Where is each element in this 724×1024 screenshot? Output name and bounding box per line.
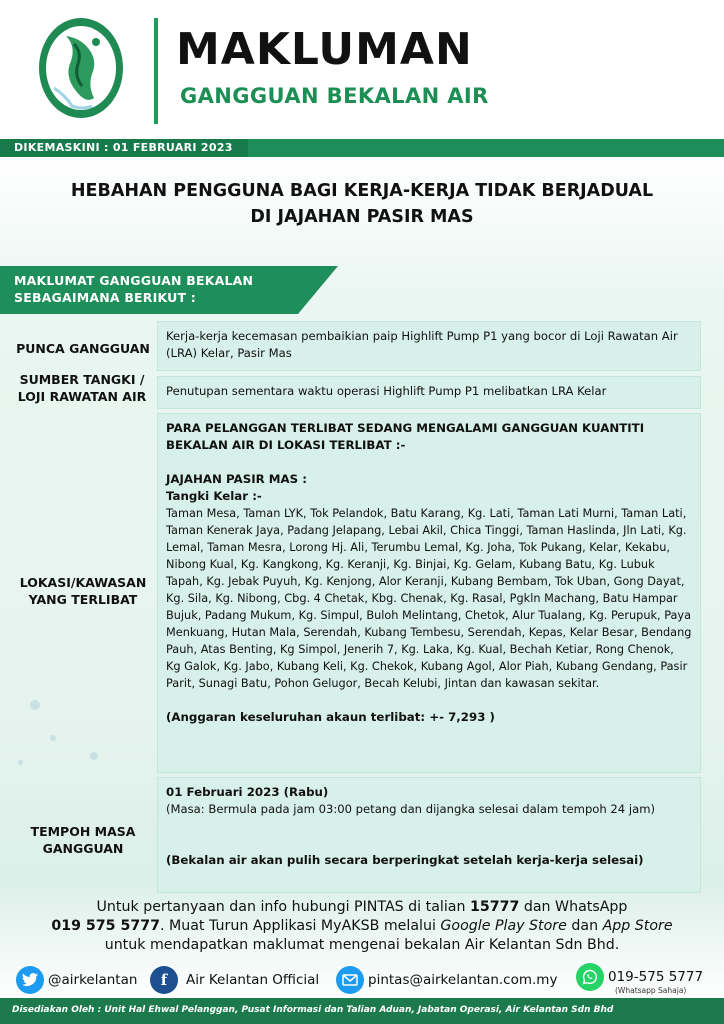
tempoh-label-line-2: GANGGUAN xyxy=(42,841,124,856)
lokasi-district: JAJAHAN PASIR MAS : xyxy=(166,472,307,486)
tempoh-date: 01 Februari 2023 (Rabu) xyxy=(166,785,329,799)
google-play-text: Google Play Store xyxy=(440,918,567,934)
whatsapp-icon xyxy=(576,963,604,991)
pintas-number: 15777 xyxy=(469,899,520,915)
twitter-handle: @airkelantan xyxy=(48,972,138,988)
tempoh-label-line-1: TEMPOH MASA xyxy=(30,824,136,839)
whatsapp-number: 019 575 5777 xyxy=(51,918,160,934)
punca-box xyxy=(157,321,701,371)
lokasi-label-line-1: LOKASI/KAWASAN xyxy=(19,575,147,590)
twitter-link[interactable] xyxy=(16,965,137,995)
row-label-tempoh xyxy=(10,823,156,857)
facebook-link[interactable] xyxy=(150,965,319,995)
footer-bar xyxy=(0,998,724,1024)
app-store-text: App Store xyxy=(602,918,673,934)
water-drop-decoration xyxy=(30,700,40,710)
facebook-icon: f xyxy=(150,966,178,994)
update-date: DIKEMASKINI : 01 FEBRUARI 2023 xyxy=(14,141,233,154)
tempoh-note: (Bekalan air akan pulih secara berperingkat setelah kerja-kerja selesai) xyxy=(166,853,644,867)
lokasi-intro: PARA PELANGGAN TERLIBAT SEDANG MENGALAMI GANGGUAN KUANTITI BEKALAN AIR DI LOKASI TERLIBAT :- xyxy=(166,421,645,452)
tempoh-time: (Masa: Bermula pada jam 03:00 petang dan dijangka selesai dalam tempoh 24 jam) xyxy=(166,802,656,816)
sumber-text: Penutupan sementara waktu operasi Highlift Pump P1 melibatkan LRA Kelar xyxy=(166,384,607,398)
contact-line-2: 019 575 5777. Muat Turun Applikasi MyAKSB melalui Google Play Store dan App Store xyxy=(51,918,673,934)
email-address: pintas@airkelantan.com.my xyxy=(368,972,558,988)
page-title: MAKLUMAN xyxy=(176,24,473,75)
twitter-icon xyxy=(16,966,44,994)
water-drop-decoration xyxy=(90,752,98,760)
lokasi-box xyxy=(157,413,701,773)
punca-text: Kerja-kerja kecemasan pembaikian paip Highlift Pump P1 yang bocor di Loji Rawatan Air (LRA) Kelar, Pasir Mas xyxy=(166,329,678,360)
tempoh-box xyxy=(157,777,701,893)
heading-line-2: DI JAJAHAN PASIR MAS xyxy=(250,207,474,227)
punca-label-text: PUNCA GANGGUAN xyxy=(16,341,150,356)
contact-line-1: Untuk pertanyaan dan info hubungi PINTAS di talian 15777 dan WhatsApp xyxy=(96,899,628,915)
row-label-punca xyxy=(10,340,156,357)
page-subtitle: GANGGUAN BEKALAN AIR xyxy=(180,84,489,108)
notice-heading xyxy=(0,178,724,230)
row-label-sumber xyxy=(6,371,158,405)
section-line-1: MAKLUMAT GANGGUAN BEKALAN xyxy=(14,273,254,288)
water-drop-decoration xyxy=(50,735,56,741)
row-label-lokasi xyxy=(10,574,156,608)
contact-line-3: untuk mendapatkan maklumat mengenai bekalan Air Kelantan Sdn Bhd. xyxy=(104,937,620,953)
facebook-page: Air Kelantan Official xyxy=(186,972,320,988)
air-kelantan-logo xyxy=(36,16,126,124)
email-icon xyxy=(336,966,364,994)
whatsapp-contact: 019-575 5777 xyxy=(608,969,704,985)
lokasi-label-line-2: YANG TERLIBAT xyxy=(28,592,138,607)
section-line-2: SEBAGAIMANA BERIKUT : xyxy=(14,290,196,305)
sumber-box xyxy=(157,376,701,409)
lokasi-areas: Taman Mesa, Taman LYK, Tok Pelandok, Batu Karang, Kg. Lati, Taman Lati Murni, Taman Lati, Taman Kenerak Jaya, Padang Jelapang, Lebai Akil, Chica Tinggi, Taman Haslinda, Jln Lati, Kg. Lemal, Taman Mesra, Lorong Hj. Ali, Terumbu Lemal, Kg. Joha, Tok Pukang, Kelar, Kekabu, Nibong Kual, Kg. Kangkong, Kg. Keranji, Kg. Binjai, Kg. Gelam, Kubang Batu, Kg. Lubuk Tapah, Kg. Jebak Puyuh, Kg. Kenjong, Alor Keranji, Kubang Bembam, Tok Uban, Gong Dayat, Kg. Sila, Kg. Nibong, Cbg. 4 Chetak, Kbg. Chenak, Kg. Rasal, Pgkln Machang, Batu Hampar Bujuk, Padang Mukum, Kg. Simpul, Buloh Melintang, Chetok, Alur Tualang, Kg. Perupuk, Paya Menkuang, Hutan Mala, Serendah, Kubang Tembesu, Serendah, Kepas, Kelar Besar, Bendang Pauh, Atas Benting, Kg Simpol, Jenerih 7, Kg. Laka, Kg. Kual, Bechah Ketiar, Rong Chenok, Kg Galok, Kg. Jabo, Kubang Keli, Kg. Chekok, Kubang Agol, Alor Piah, Kubang Gendang, Pasir Parit, Sunagi Batu, Pohon Gelugor, Becah Kelubi, Jintan dan kawasan sekitar. xyxy=(166,507,692,690)
lokasi-accounts: (Anggaran keseluruhan akaun terlibat: +- 7,293 ) xyxy=(166,710,495,724)
whatsapp-note: (Whatsapp Sahaja) xyxy=(615,986,687,995)
footer-text: Disediakan Oleh : Unit Hal Ehwal Pelanggan, Pusat Informasi dan Talian Aduan, Jabatan Operasi, Air Kelantan Sdn Bhd xyxy=(12,1005,614,1015)
water-drop-decoration xyxy=(18,760,23,765)
contact-info xyxy=(0,898,724,955)
title-divider xyxy=(154,18,158,124)
heading-line-1: HEBAHAN PENGGUNA BAGI KERJA-KERJA TIDAK BERJADUAL xyxy=(70,181,654,201)
sumber-label-line-2: LOJI RAWATAN AIR xyxy=(17,389,147,404)
email-link[interactable] xyxy=(336,965,557,995)
lokasi-tank: Tangki Kelar :- xyxy=(166,489,262,503)
section-banner xyxy=(0,266,340,314)
sumber-label-line-1: SUMBER TANGKI / xyxy=(19,372,145,387)
update-bar xyxy=(0,139,724,157)
section-banner-label xyxy=(14,272,253,306)
